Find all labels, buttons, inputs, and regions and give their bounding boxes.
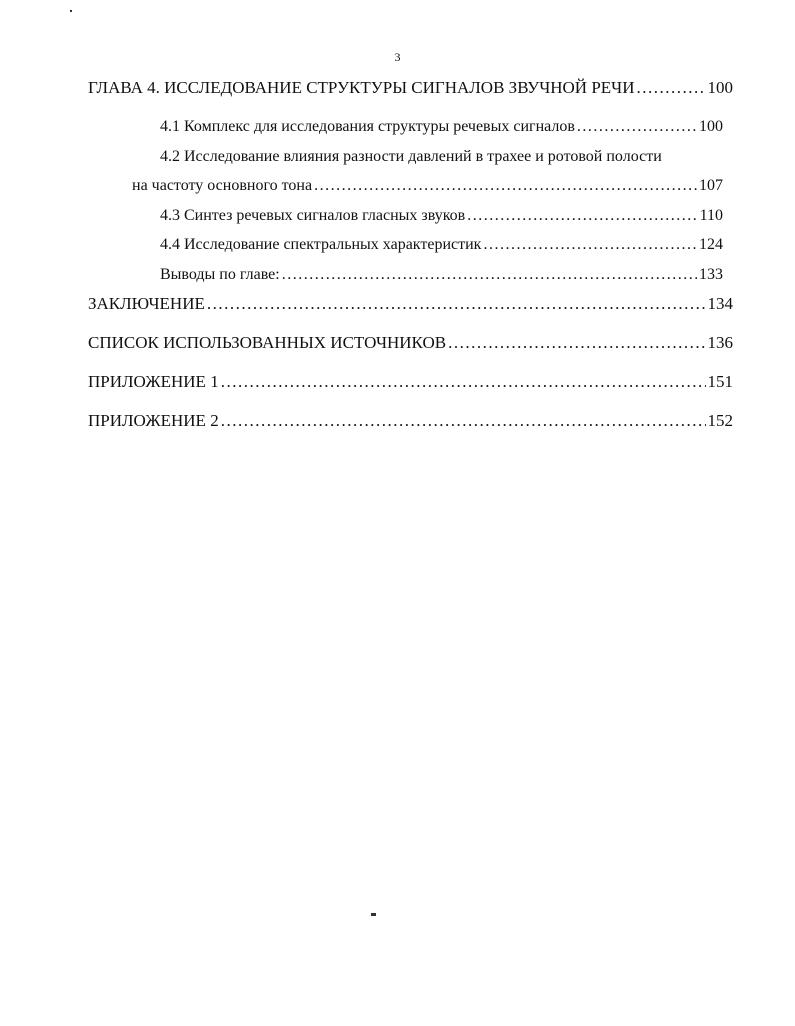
toc-entry-references [88,331,733,355]
toc-entry-title: 4.1 Комплекс для исследования структуры речевых сигналов [160,118,575,135]
toc-entry-title: 4.3 Синтез речевых сигналов гласных звуков [160,207,466,224]
dot-leader [221,409,706,433]
toc-entry-chapter-4 [88,76,733,100]
toc-entry-title: Выводы по главе: [160,266,280,283]
dot-leader [483,233,697,257]
dot-leader [467,204,697,228]
toc-entry-page: 107 [699,177,723,194]
toc-entry-section-4-3 [160,204,723,228]
dot-leader [448,331,705,355]
toc-entry-appendix-1 [88,370,733,394]
dot-leader [207,292,706,316]
dot-leader [636,76,705,100]
toc-entry-page: 124 [699,236,723,253]
dot-leader [314,174,697,198]
toc-entry-title: ПРИЛОЖЕНИЕ 1 [88,372,219,391]
toc-entry-page: 134 [707,294,733,313]
scan-speck [371,913,376,916]
toc-entry-section-4-4 [160,233,723,257]
toc-entry-title: ПРИЛОЖЕНИЕ 2 [88,411,219,430]
dot-leader [577,115,697,139]
dot-leader [282,263,697,287]
toc-entry-summary [88,292,733,316]
toc-entry-section-4-1 [160,115,723,139]
toc-entry-title: СПИСОК ИСПОЛЬЗОВАННЫХ ИСТОЧНИКОВ [88,333,447,352]
toc-entry-page: 110 [699,207,723,224]
toc-entry-page: 136 [707,333,733,352]
toc-entry-page: 100 [699,118,723,135]
toc-entry-page: 133 [699,266,723,283]
toc-entry-page: 151 [707,372,733,391]
scan-speck [70,10,72,12]
toc-entry-title: на частоту основного тона [132,177,313,194]
toc-entry-title: ЗАКЛЮЧЕНИЕ [88,294,205,313]
toc-entry-page: 100 [707,78,733,97]
toc-entry-conclusions [160,263,723,287]
toc-entry-section-4-2 [132,174,723,198]
dot-leader [221,370,706,394]
page-number: 3 [394,50,401,64]
toc-entry-title: ГЛАВА 4. ИССЛЕДОВАНИЕ СТРУКТУРЫ СИГНАЛОВ ЗВУЧНОЙ РЕЧИ [88,78,635,97]
toc-entry-title: 4.4 Исследование спектральных характеристик [160,236,482,253]
toc-entry-appendix-2 [88,409,733,433]
toc-entry-section-4-2-line1: 4.2 Исследование влияния разности давлений в трахее и ротовой полости [160,148,662,165]
toc-entry-page: 152 [707,411,733,430]
